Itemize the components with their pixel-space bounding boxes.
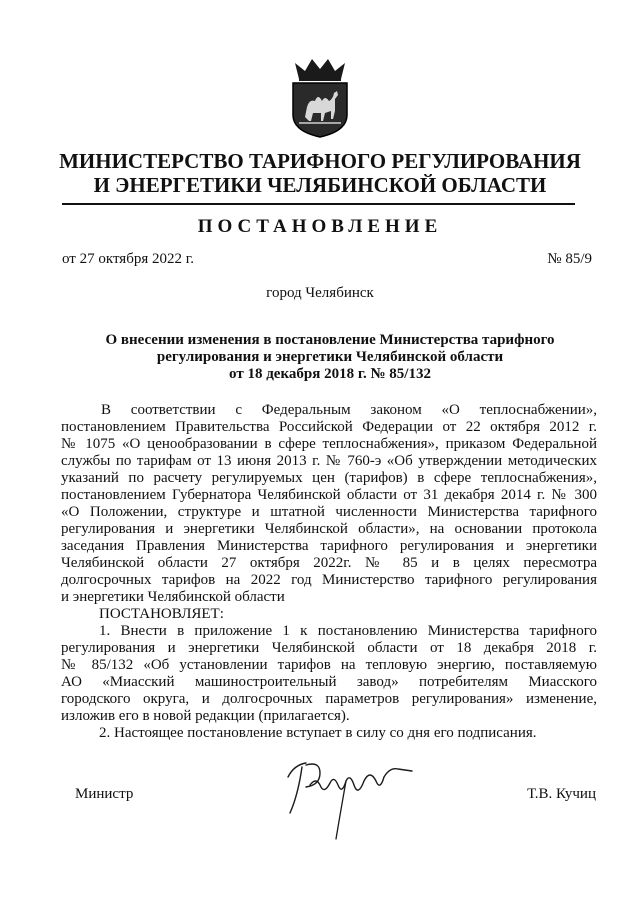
preamble-line: регулирования и энергетики Челябинской области», на основании протокола [61, 521, 597, 537]
preamble-line: заседания Правления Министерства тарифного регулирования и энергетики [61, 538, 597, 554]
resolves-heading: ПОСТАНОВЛЯЕТ: [99, 606, 224, 622]
preamble-line: службы по тарифам от 13 июня 2013 г. № 760-э «Об утверждении методических [61, 453, 597, 469]
preamble-line: постановлением Губернатора Челябинской области от 31 декабря 2014 г. № 300 [61, 487, 597, 503]
preamble-line: № 1075 «О ценообразовании в сфере теплоснабжения», приказом Федеральной [61, 436, 597, 452]
preamble-line: постановлением Правительства Российской Федерации от 22 октября 2012 г. [61, 419, 597, 435]
item1-line: АО «Миасский машиностроительный завод» потребителям Миасского [61, 674, 597, 690]
item1-line: 1. Внести в приложение 1 к постановлению Министерства тарифного [99, 623, 597, 639]
item1-line: изложив его в новой редакции (прилагается). [61, 708, 350, 724]
coat-of-arms-emblem [285, 57, 355, 139]
document-type-heading: ПОСТАНОВЛЕНИЕ [197, 216, 443, 237]
title-line: регулирования и энергетики Челябинской области [156, 349, 504, 365]
signatory-name: Т.В. Кучиц [527, 786, 596, 802]
preamble-line: Челябинской области 27 октября 2022г. № 85 и в целях пересмотра [61, 555, 597, 571]
preamble-line: В соответствии с Федеральным законом «О теплоснабжении», [101, 402, 597, 418]
ministry-name-line2: И ЭНЕРГЕТИКИ ЧЕЛЯБИНСКОЙ ОБЛАСТИ [93, 173, 547, 197]
preamble-line: долгосрочных тарифов на 2022 год Министерство тарифного регулирования [61, 572, 597, 588]
document-city: город Челябинск [266, 285, 374, 301]
preamble-line: «О Положении, структуре и штатной численности Министерства тарифного [61, 504, 597, 520]
item2-line: 2. Настоящее постановление вступает в силу со дня его подписания. [99, 725, 537, 741]
preamble-line: и энергетики Челябинской области [61, 589, 285, 605]
signatory-role: Министр [75, 786, 134, 802]
document-body [61, 402, 597, 742]
document-number: № 85/9 [547, 251, 592, 267]
document-date: от 27 октября 2022 г. [62, 251, 194, 267]
item1-line: № 85/132 «Об установлении тарифов на тепловую энергию, поставляемую [61, 657, 597, 673]
item1-line: регулирования и энергетики Челябинской области от 18 декабря 2018 г. [61, 640, 597, 656]
item1-line: городского округа, и долгосрочных параметров регулирования» изменение, [61, 691, 597, 707]
handwritten-signature [280, 755, 420, 845]
header-divider [62, 203, 575, 205]
title-line: от 18 декабря 2018 г. № 85/132 [229, 366, 431, 382]
document-title [60, 332, 600, 383]
ministry-name-line1: МИНИСТЕРСТВО ТАРИФНОГО РЕГУЛИРОВАНИЯ [59, 149, 581, 173]
title-line: О внесении изменения в постановление Министерства тарифного [105, 332, 555, 348]
preamble-line: указаний по расчету регулируемых цен (тарифов) в сфере теплоснабжения», [61, 470, 597, 486]
